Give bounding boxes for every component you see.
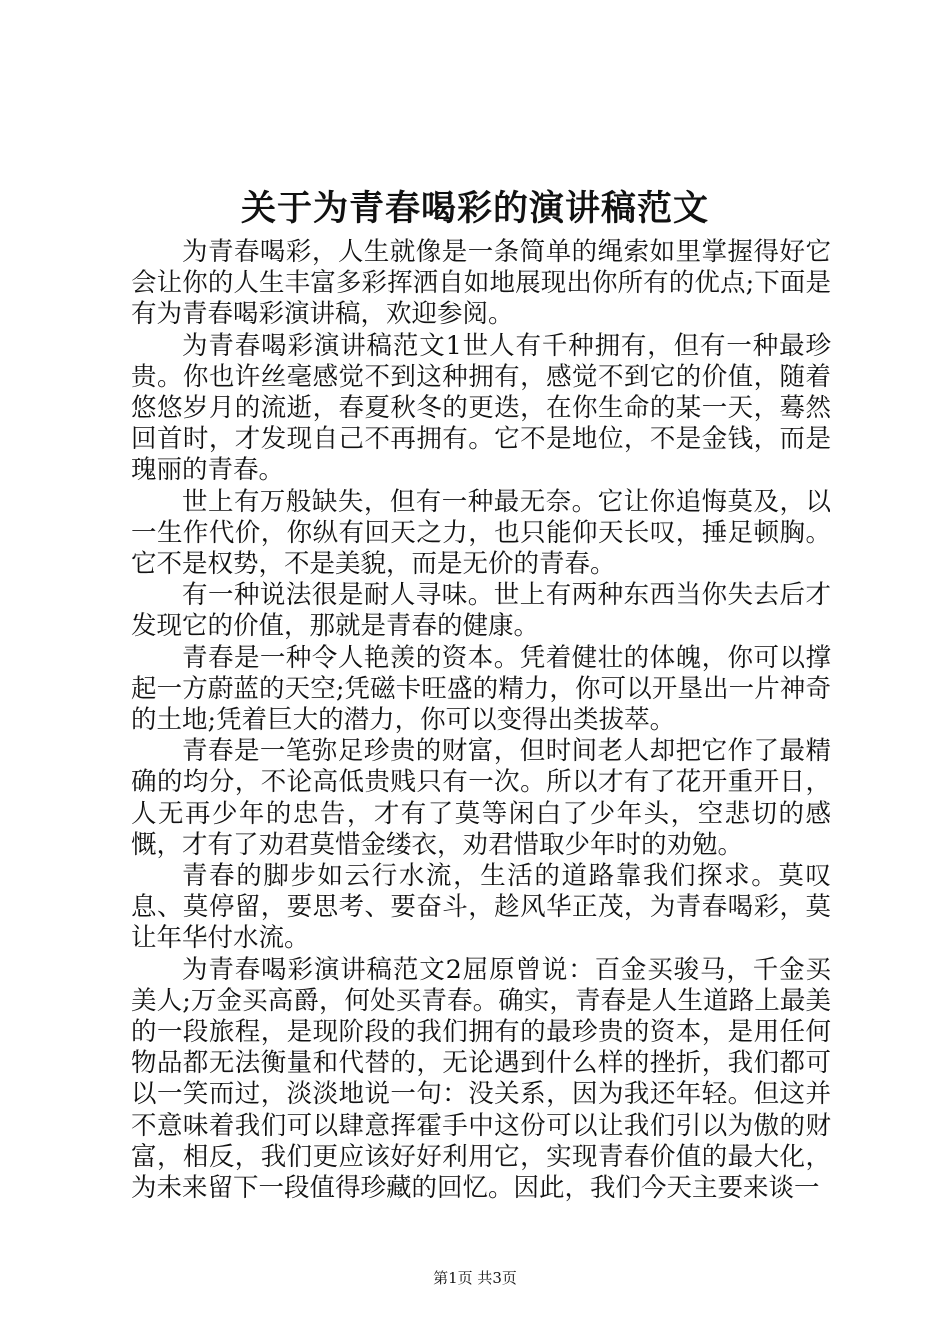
paragraph-5: 青春是一种令人艳羡的资本。凭着健壮的体魄，你可以撑起一方蔚蓝的天空;凭磁卡旺盛的精力，你可以开垦出一片神奇的土地;凭着巨大的潜力，你可以变得出类拔萃。 [131, 642, 831, 736]
paragraph-8: 为青春喝彩演讲稿范文2屈原曾说：百金买骏马，千金买美人;万金买高爵，何处买青春。确实，青春是人生道路上最美的一段旅程，是现阶段的我们拥有的最珍贵的资本，是用任何物品都无法衡量和代替的，无论遇到什么样的挫折，我们都可以一笑而过，淡淡地说一句：没关系，因为我还年轻。但这并不意味着我们可以肆意挥霍手中这份可以让我们引以为傲的财富，相反，我们更应该好好利用它，实现青春价值的最大化，为未来留下一段值得珍藏的回忆。因此，我们今天主要来谈一 [131, 954, 831, 1204]
document-title: 关于为青春喝彩的演讲稿范文 [240, 188, 709, 229]
paragraph-intro: 为青春喝彩，人生就像是一条简单的绳索如里掌握得好它会让你的人生丰富多彩挥洒自如地展现出你所有的优点;下面是有为青春喝彩演讲稿，欢迎参阅。 [131, 237, 831, 330]
paragraph-4: 有一种说法很是耐人寻味。世上有两种东西当你失去后才发现它的价值，那就是青春的健康。 [131, 580, 831, 642]
paragraph-3: 世上有万般缺失，但有一种最无奈。它让你追悔莫及，以一生作代价，你纵有回天之力，也只能仰天长叹，捶足顿胸。它不是权势，不是美貌，而是无价的青春。 [131, 486, 831, 580]
page-number-footer: 第1页 共3页 [433, 1269, 517, 1287]
paragraph-2: 为青春喝彩演讲稿范文1世人有千种拥有，但有一种最珍贵。你也许丝毫感觉不到这种拥有，感觉不到它的价值，随着悠悠岁月的流逝，春夏秋冬的更迭，在你生命的某一天，蓦然回首时，才发现自己不再拥有。它不是地位，不是金钱，而是瑰丽的青春。 [131, 330, 831, 486]
paragraph-6: 青春是一笔弥足珍贵的财富，但时间老人却把它作了最精确的均分，不论高低贵贱只有一次。所以才有了花开重开日，人无再少年的忠告，才有了莫等闲白了少年头，空悲切的感慨，才有了劝君莫惜金缕衣，劝君惜取少年时的劝勉。 [131, 736, 831, 860]
paragraph-7: 青春的脚步如云行水流，生活的道路靠我们探求。莫叹息、莫停留，要思考、要奋斗，趁风华正茂，为青春喝彩，莫让年华付水流。 [131, 861, 831, 954]
document-body [131, 237, 831, 1204]
